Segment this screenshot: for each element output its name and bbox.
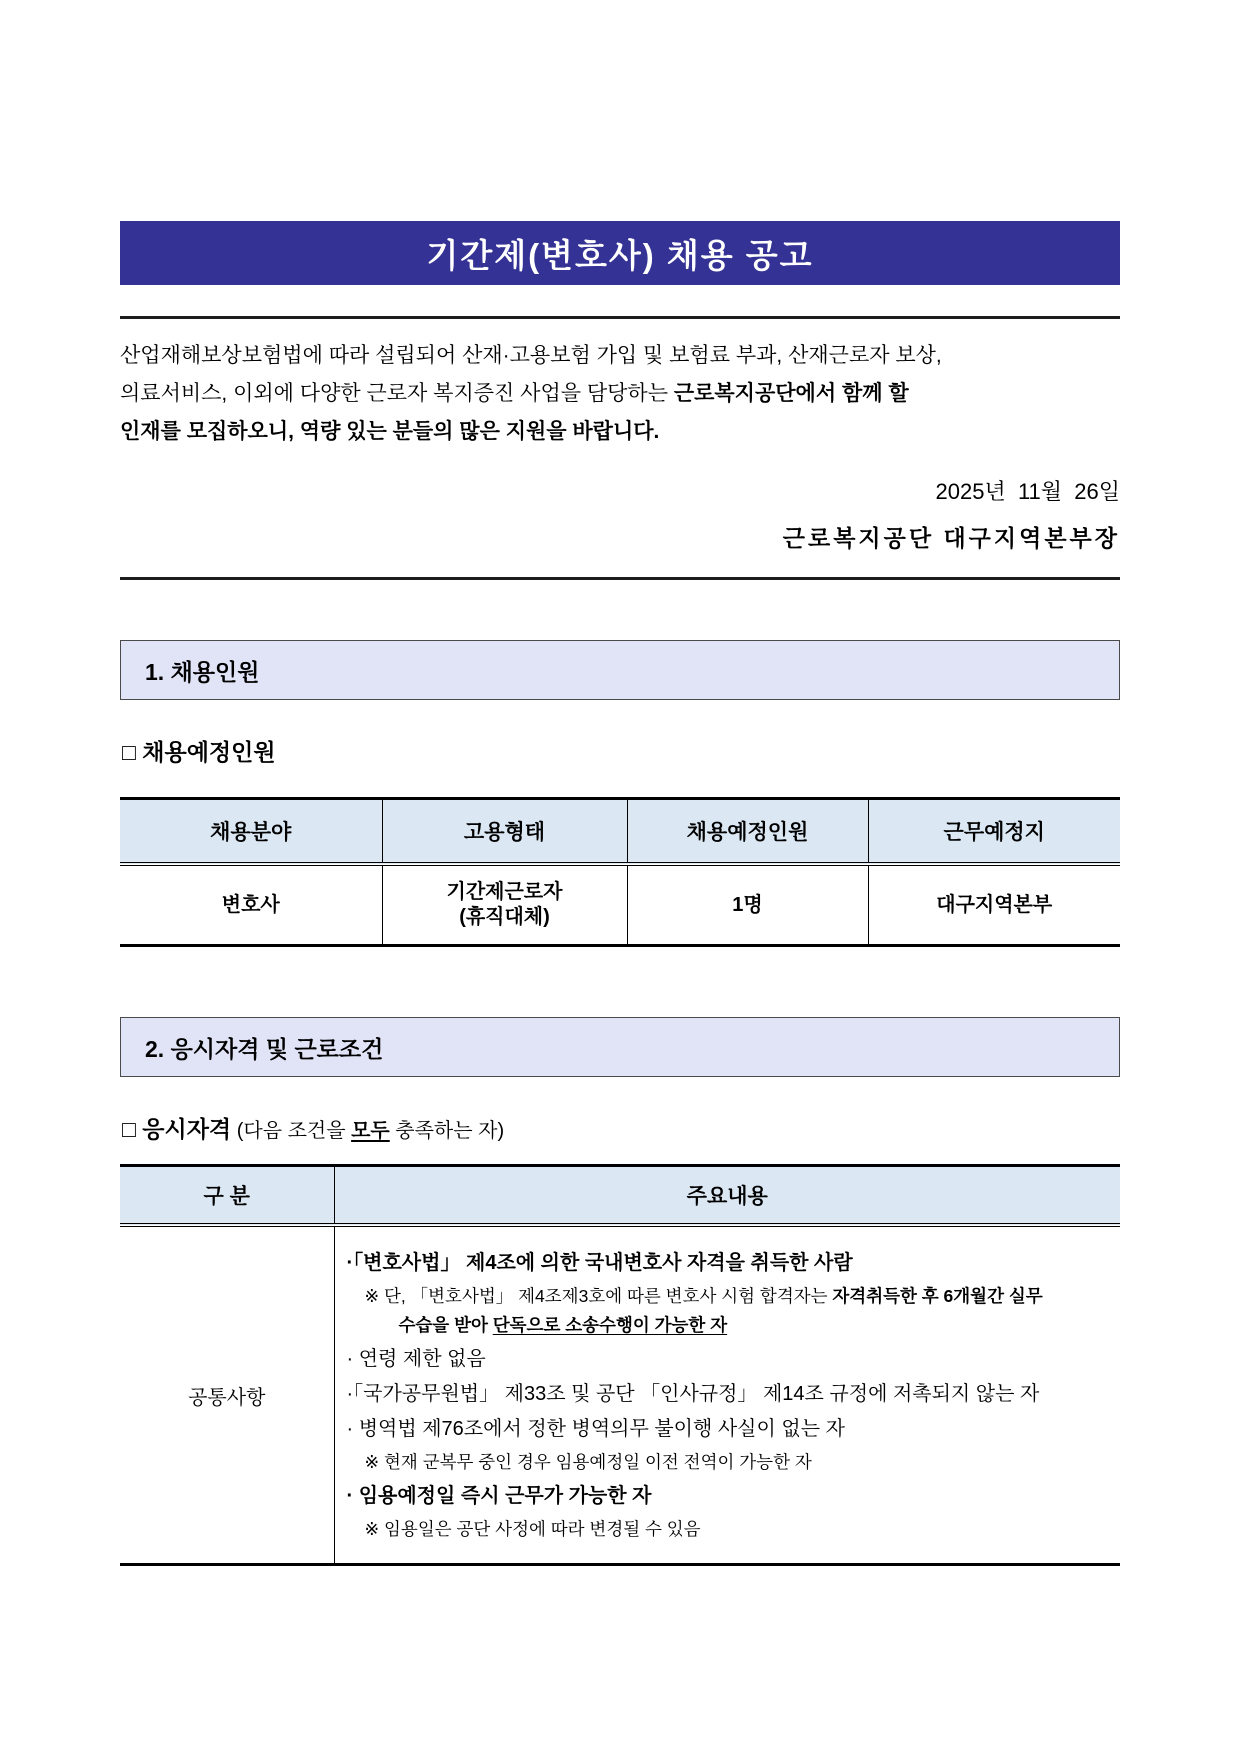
req-immediate-work-note: ※ 임용일은 공단 사정에 따라 변경될 수 있음 (364, 1519, 701, 1539)
req-lawyer-license-note (365, 1285, 1109, 1308)
employment-type-line-1: 기간제근로자 (446, 881, 563, 903)
employment-type-line-2: (휴직대체) (459, 906, 550, 928)
hire-employment-type-cell (382, 864, 627, 946)
note-bold: 자격취득한 후 6개월간 실무 (832, 1286, 1043, 1306)
eligibility-table (120, 1164, 1120, 1566)
hire-field-cell: 변호사 (120, 864, 382, 946)
section-1-title: 1. 채용인원 (145, 658, 260, 685)
eligibility-table-header-row (120, 1166, 1120, 1226)
intro-line-1: 산업재해보상보험법에 따라 설립되어 산재·고용보험 가입 및 보험료 부과, 산재근로자 보상, (120, 344, 942, 367)
eligibility-header-category: 구 분 (120, 1166, 334, 1226)
hire-table-header-headcount: 채용예정인원 (627, 799, 868, 865)
hire-headcount-cell: 1명 (627, 864, 868, 946)
paren-emphasis: 모두 (351, 1120, 390, 1142)
intro-line-2-bold: 근로복지공단에서 함께 할 (673, 382, 909, 405)
hire-table-row (120, 864, 1120, 946)
subheading-hire-count: □ 채용예정인원 (122, 739, 276, 765)
divider-signature (120, 577, 1120, 580)
hire-table-header-field: 채용분야 (120, 799, 382, 865)
hire-table-header-location: 근무예정지 (868, 799, 1120, 865)
req-military-duty-note: ※ 현재 군복무 중인 경우 임용예정일 이전 전역이 가능한 자 (364, 1452, 812, 1472)
note-prefix: ※ 단, 「변호사법」 제4조제3호에 따른 변호사 시험 합격자는 (364, 1286, 833, 1306)
req-civil-service-law: ·「국가공무원법」 제33조 및 공단 「인사규정」 제14조 규정에 저촉되지 않는 자 (346, 1383, 1040, 1405)
req-immediate-work: · 임용예정일 즉시 근무가 가능한 자 (346, 1485, 652, 1507)
intro-line-3-bold: 인재를 모집하오니, 역량 있는 분들의 많은 지원을 바랍니다. (120, 420, 660, 443)
section-1-header (120, 640, 1120, 700)
req-no-age-limit: · 연령 제한 없음 (346, 1348, 486, 1370)
req-lawyer-license-note-cont (399, 1314, 1109, 1337)
intro-line-2-normal: 의료서비스, 이외에 다양한 근로자 복지증진 사업을 담당하는 (120, 382, 674, 405)
divider-top (120, 316, 1120, 319)
section-2-title: 2. 응시자격 및 근로조건 (145, 1035, 384, 1062)
cont-underline: 단독으로 소송수행이 가능한 자 (492, 1315, 728, 1335)
eligibility-row-label: 공통사항 (120, 1225, 334, 1565)
page-title: 기간제(변호사) 채용 공고 (426, 236, 814, 274)
date-line: 2025년 11월 26일 (935, 479, 1120, 504)
cont-bold: 수습을 받아 (398, 1315, 493, 1335)
intro-paragraph (120, 337, 1120, 451)
eligibility-row-content (334, 1225, 1120, 1565)
eligibility-header-details: 주요내용 (334, 1166, 1120, 1226)
req-lawyer-license: ·「변호사법」 제4조에 의한 국내변호사 자격을 취득한 사람 (346, 1252, 853, 1274)
eligibility-table-row (120, 1225, 1120, 1565)
section-2-header (120, 1017, 1120, 1077)
req-military-duty: · 병역법 제76조에서 정한 병역의무 불이행 사실이 없는 자 (346, 1418, 845, 1440)
subheading-eligibility (122, 1111, 1120, 1144)
title-banner (120, 221, 1120, 285)
paren-suffix: 충족하는 자) (389, 1120, 505, 1142)
eligibility-subheading-main: □ 응시자격 (122, 1116, 232, 1142)
signature-line: 근로복지공단 대구지역본부장 (782, 525, 1120, 551)
hire-table (120, 797, 1120, 947)
hire-table-header-employment-type: 고용형태 (382, 799, 627, 865)
hire-table-header-row (120, 799, 1120, 865)
eligibility-subheading-paren (231, 1120, 504, 1142)
hire-location-cell: 대구지역본부 (936, 893, 1053, 916)
paren-prefix: (다음 조건을 (231, 1120, 352, 1142)
